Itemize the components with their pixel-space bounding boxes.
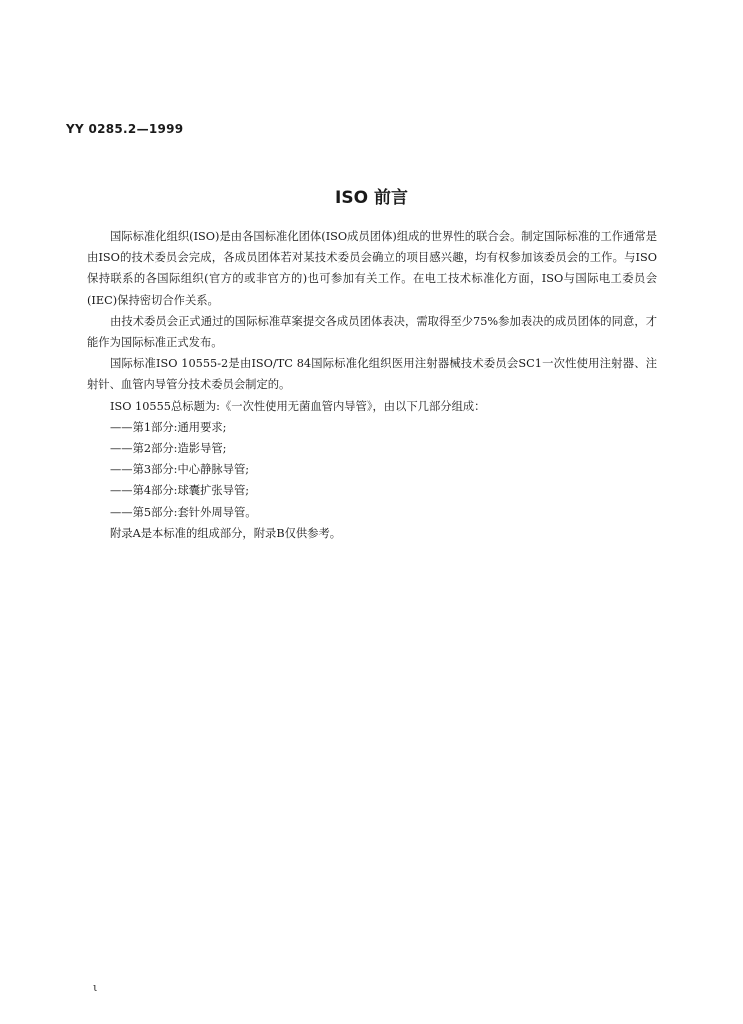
paragraph-voting: 由技术委员会正式通过的国际标准草案提交各成员团体表决，需取得至少75%参加表决的成员团体的同意，才能作为国际标准正式发布。 [87,314,657,350]
list-item: ——第2部分:造影导管; [110,442,227,456]
page-title: ISO 前言 [335,188,408,208]
foreword-body [87,226,657,544]
paragraph-general-title: ISO 10555总标题为:《一次性使用无菌血管内导管》，由以下几部分组成： [110,399,486,413]
list-item: ——第1部分:通用要求; [110,420,227,434]
list-item: ——第4部分:球囊扩张导管; [110,484,250,498]
footer-mark: ι [93,981,98,994]
annex-note: 附录A是本标准的组成部分，附录B仅供参考。 [110,526,342,540]
paragraph-iso-intro: 国际标准化组织(ISO)是由各国标准化团体(ISO成员团体)组成的世界性的联合会。制定国际标准的工作通常是由ISO的技术委员会完成，各成员团体若对某技术委员会确立的项目感兴趣，均有权参加该委员会的工作。与ISO保持联系的各国际组织(官方的或非官方的)也可参加有关工作。在电工技术标准化方面，ISO与国际电工委员会(IEC)保持密切合作关系。 [87,230,657,307]
parts-list [87,417,657,523]
standard-code: YY 0285.2—1999 [66,122,184,136]
list-item: ——第5部分:套针外周导管。 [110,505,257,519]
paragraph-committee: 国际标准ISO 10555-2是由ISO/TC 84国际标准化组织医用注射器械技术委员会SC1一次性使用注射器、注射针、血管内导管分技术委员会制定的。 [87,357,657,392]
list-item: ——第3部分:中心静脉导管; [110,463,250,477]
